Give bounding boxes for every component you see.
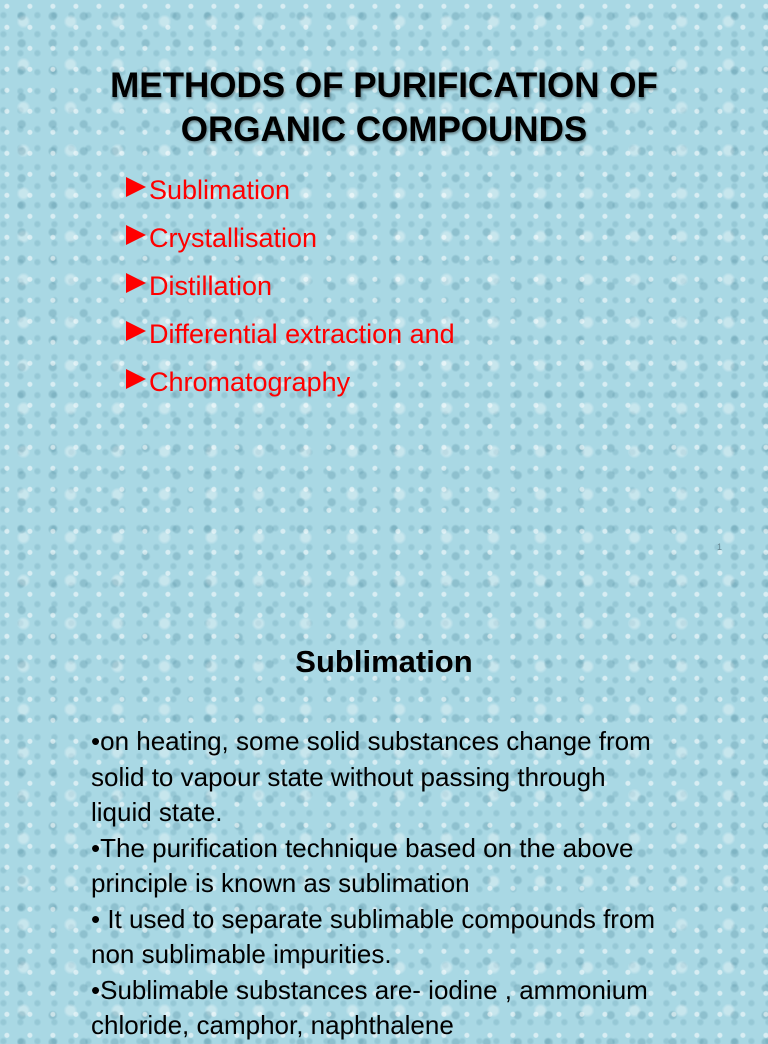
title-line-2: ORGANIC COMPOUNDS: [180, 110, 588, 149]
arrow-bullet-icon: [126, 225, 146, 245]
text-line: •The purification technique based on the above: [91, 832, 634, 863]
body-text: [91, 724, 711, 1044]
text-line: non sublimable impurities.: [91, 939, 392, 969]
text-line: solid to vapour state without passing through: [91, 761, 606, 792]
list-item: [126, 358, 455, 406]
list-item: [126, 214, 455, 262]
section-heading: Sublimation: [295, 644, 473, 679]
text-line: principle is known as sublimation: [91, 868, 470, 898]
arrow-bullet-icon: [126, 177, 146, 197]
slide-title: [60, 64, 708, 152]
method-label: Distillation: [149, 270, 273, 301]
slide-2: [0, 580, 768, 1040]
method-label: Chromatography: [149, 366, 351, 397]
list-item: [126, 166, 455, 214]
arrow-bullet-icon: [126, 321, 146, 341]
text-line: liquid state.: [91, 797, 223, 827]
text-line: • It used to separate sublimable compounds from: [91, 903, 656, 934]
method-label: Sublimation: [149, 174, 291, 205]
arrow-bullet-icon: [126, 273, 146, 293]
arrow-bullet-icon: [126, 369, 146, 389]
title-line-1: METHODS OF PURIFICATION OF: [110, 66, 658, 105]
methods-list: [126, 166, 455, 406]
text-line: chloride, camphor, naphthalene: [91, 1010, 454, 1040]
list-item: [126, 310, 455, 358]
page-number: 1: [716, 542, 722, 552]
method-label: Differential extraction and: [149, 318, 455, 349]
list-item: [126, 262, 455, 310]
text-line: •on heating, some solid substances change from: [91, 726, 651, 756]
method-label: Crystallisation: [149, 222, 318, 253]
text-line: •Sublimable substances are- iodine , ammonium: [91, 974, 648, 1005]
